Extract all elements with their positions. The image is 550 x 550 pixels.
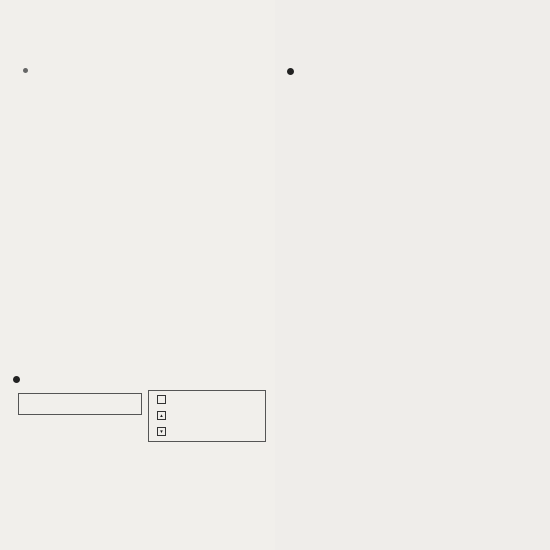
bullet-icon [13, 376, 20, 383]
down-arrow-icon: ▼ [157, 427, 166, 436]
up-arrow-icon: ▲ [157, 411, 166, 420]
right-page [275, 0, 550, 550]
front-panel-heading [13, 376, 23, 383]
menu-config-heading [287, 68, 297, 75]
front-panel-indicator-box [18, 393, 142, 415]
bullet-icon [23, 68, 28, 73]
button-legend [148, 390, 266, 442]
set-key-icon [157, 395, 166, 404]
technical-data-heading [23, 68, 31, 73]
bullet-icon [287, 68, 294, 75]
